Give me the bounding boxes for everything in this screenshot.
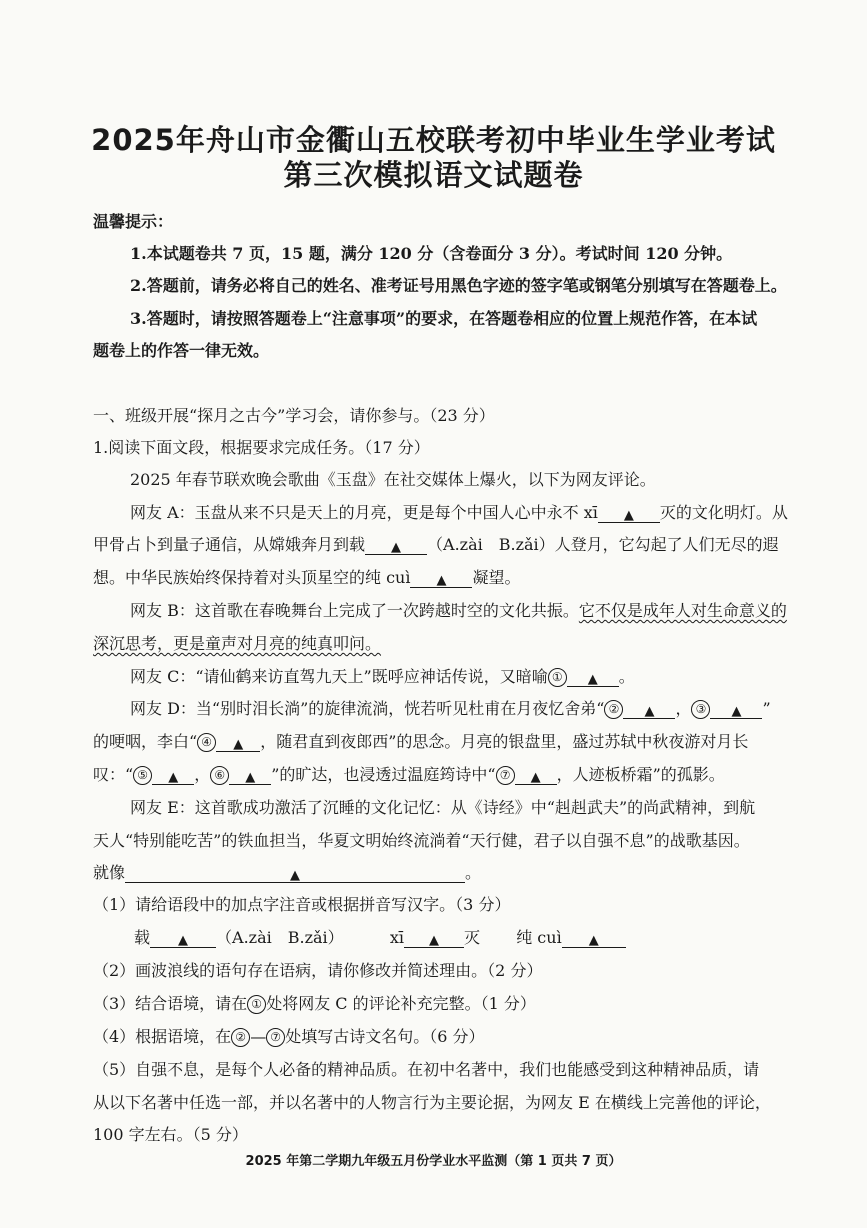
netizen-b-text: 网友 B：这首歌在春晚舞台上完成了一次跨越时空的文化共振。 (130, 601, 579, 620)
task-1-cui: 纯 cuì (516, 928, 562, 947)
netizen-d-text: 网友 D：当“别时泪长淌”的旋律流淌，恍若听见杜甫在月夜忆舍弟“ (130, 699, 605, 718)
netizen-a-text: 甲骨占卜到量子通信，从嫦娥奔月到载 (93, 535, 366, 554)
blank-4 (216, 733, 260, 752)
netizen-a-text: 想。中华民族始终保持着对头顶星空的纯 cuì (93, 568, 411, 587)
circled-number-2: ② (604, 700, 623, 719)
task-1-xi-post: 灭 (464, 928, 481, 947)
blank-mark: ▲ (168, 770, 179, 785)
circled-number-5: ⑤ (133, 766, 152, 785)
netizen-a-text: 网友 A：玉盘从来不只是天上的月亮，更是每个中国人心中永不 xī (130, 503, 598, 522)
netizen-b-line2 (93, 634, 381, 654)
tip-3-line2: 题卷上的作答一律无效。 (93, 341, 270, 360)
netizen-e-line1: 网友 E：这首歌成功激活了沉睡的文化记忆：从《诗经》中“赳赳武夫”的尚武精神，到航 (130, 798, 756, 817)
blank-1 (567, 668, 619, 687)
netizen-d-text: 叹：“ (93, 765, 134, 784)
circled-number-1: ① (548, 668, 567, 687)
task-1-zai: 载 (134, 928, 151, 947)
blank-xi (598, 504, 660, 523)
intro-paragraph: 2025 年春节联欢晚会歌曲《玉盘》在社交媒体上爆火，以下为网友评论。 (130, 470, 656, 489)
netizen-a-text: 灭的文化明灯。从 (659, 503, 788, 522)
circled-number-6: ⑥ (210, 766, 229, 785)
task-1-xi: xī (389, 928, 405, 947)
netizen-d-text: ，人迹板桥霜”的孤影。 (556, 765, 725, 784)
netizen-e-line2: 天人“特别能吃苦”的铁血担当，华夏文明始终流淌着“天行健，君子以自强不息”的战歌基因。 (93, 831, 750, 850)
netizen-a-line2 (93, 535, 779, 555)
blank-mark: ▲ (436, 573, 447, 588)
blank-mark: ▲ (623, 508, 634, 523)
circled-number-7: ⑦ (266, 1028, 285, 1047)
netizen-d-line1 (130, 699, 771, 719)
blank-mark: ▲ (245, 770, 256, 785)
blank-mark: ▲ (290, 868, 301, 883)
circled-number-2: ② (231, 1028, 250, 1047)
task-5-line1: （5）自强不息，是每个人必备的精神品质。在初中名著中，我们也能感受到这种精神品质，请 (93, 1060, 760, 1079)
task-2: （2）画波浪线的语句存在语病，请你修改并简述理由。（2 分） (93, 961, 543, 980)
netizen-b-line1 (130, 601, 787, 621)
netizen-a-text: （A.zài B.zǎi）人登月，它勾起了人们无尽的遐 (427, 535, 779, 554)
blank-mark: ▲ (429, 933, 440, 948)
netizen-d-text: 的哽咽，李白“ (93, 732, 198, 751)
blank-mark: ▲ (588, 933, 599, 948)
task-3-text: 处将网友 C 的评论补充完整。（1 分） (266, 994, 536, 1013)
answer-blank-zai (150, 929, 216, 948)
answer-blank-xi (404, 929, 464, 948)
circled-number-4: ④ (197, 733, 216, 752)
task-5-line3: 100 字左右。（5 分） (93, 1125, 248, 1144)
netizen-d-line2 (93, 732, 748, 752)
netizen-d-line3 (93, 765, 725, 785)
task-3 (93, 994, 536, 1014)
task-4-text: 处填写古诗文名句。（6 分） (285, 1027, 485, 1046)
tip-2: 2.答题前，请务必将自己的姓名、准考证号用黑色字迹的签字笔或钢笔分别填写在答题卷上。 (130, 276, 787, 295)
blank-mark: ▲ (178, 933, 189, 948)
netizen-d-text: ，随君直到夜郎西”的思念。月亮的银盘里，盛过苏轼中秋夜游对月长 (260, 732, 749, 751)
blank-mark: ▲ (587, 672, 598, 687)
blank-mark: ▲ (644, 704, 655, 719)
netizen-a-line1 (130, 503, 788, 523)
tips-heading: 温馨提示： (93, 212, 174, 231)
circled-number-1: ① (247, 995, 266, 1014)
netizen-c-text: 。 (618, 667, 635, 686)
blank-cui (410, 569, 472, 588)
blank-mark: ▲ (731, 704, 742, 719)
task-5-line2: 从以下名著中任选一部，并以名著中的人物言行为主要论据，为网友 E 在横线上完善他的评论， (93, 1093, 771, 1112)
netizen-d-text: ” (762, 699, 771, 718)
netizen-d-text: ， (675, 699, 692, 718)
task-3-text: （3）结合语境，请在 (93, 994, 248, 1013)
netizen-d-text: ”的旷达，也浸透过温庭筠诗中“ (271, 765, 496, 784)
blank-mark: ▲ (530, 770, 541, 785)
circled-number-3: ③ (691, 700, 710, 719)
blank-2 (623, 700, 675, 719)
netizen-a-text: 凝望。 (472, 568, 521, 587)
task-1-zai-options: （A.zài B.zǎi） (216, 928, 344, 947)
wavy-sentence: 它不仅是成年人对生命意义的 (578, 601, 787, 620)
task-4 (93, 1027, 484, 1047)
task-1-answers (134, 928, 626, 948)
netizen-e-text: 就像 (93, 863, 126, 882)
netizen-c-text: 网友 C：“请仙鹤来访直驾九天上”既呼应神话传说，又暗喻 (130, 667, 548, 686)
exam-title-line2: 第三次模拟语文试题卷 (283, 158, 584, 192)
netizen-d-text: ， (194, 765, 211, 784)
task-4-text: （4）根据语境，在 (93, 1027, 232, 1046)
blank-6 (229, 766, 271, 785)
wavy-sentence: 深沉思考，更是童声对月亮的纯真叩问。 (93, 634, 382, 653)
tip-1: 1.本试题卷共 7 页，15 题，满分 120 分（含卷面分 3 分）。考试时间 120 分钟。 (130, 244, 733, 263)
blank-5 (152, 766, 194, 785)
blank-7 (515, 766, 557, 785)
exam-title-line1: 2025年舟山市金衢山五校联考初中毕业生学业考试 (91, 123, 776, 157)
netizen-a-line3 (93, 568, 521, 588)
blank-zai (365, 536, 427, 555)
section1-heading: 一、班级开展“探月之古今”学习会，请你参与。（23 分） (93, 406, 495, 425)
blank-3 (710, 700, 762, 719)
netizen-c-line (130, 667, 635, 687)
page-footer: 2025 年第二学期九年级五月份学业水平监测（第 1 页共 7 页） (245, 1154, 622, 1169)
blank-e-answer (125, 864, 465, 883)
answer-blank-cui (562, 929, 626, 948)
blank-mark: ▲ (391, 540, 402, 555)
blank-mark: ▲ (233, 737, 244, 752)
question1-heading: 1.阅读下面文段，根据要求完成任务。（17 分） (93, 438, 430, 457)
circled-number-7: ⑦ (496, 766, 515, 785)
netizen-e-text: 。 (465, 863, 482, 882)
tip-3-line1: 3.答题时，请按照答题卷上“注意事项”的要求，在答题卷相应的位置上规范作答，在本试 (130, 309, 758, 328)
netizen-e-line3 (93, 863, 481, 883)
task-1: （1）请给语段中的加点字注音或根据拼音写汉字。（3 分） (93, 895, 511, 914)
task-4-dash: — (250, 1027, 267, 1046)
